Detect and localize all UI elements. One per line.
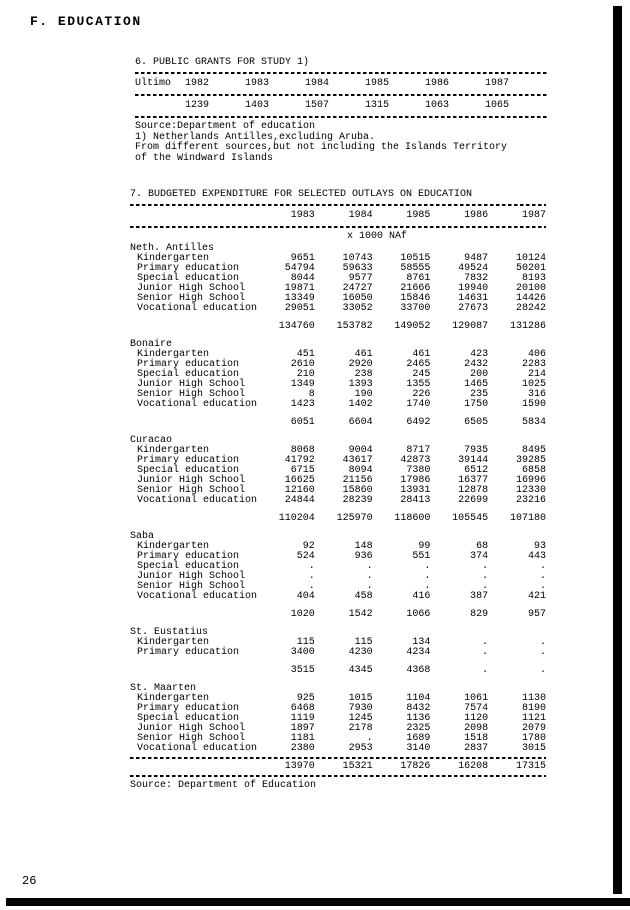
table-cell: 1393 — [348, 379, 373, 390]
page-number: 26 — [22, 874, 37, 888]
table-cell: 3015 — [521, 743, 546, 754]
table-row — [130, 762, 546, 772]
table-cell: 957 — [527, 609, 546, 620]
table-cell: 7832 — [464, 273, 489, 284]
table-cell: Junior High School — [137, 283, 246, 294]
table-cell: . — [482, 581, 489, 592]
table-cell: 4234 — [406, 647, 431, 658]
table-cell: 7930 — [348, 703, 373, 714]
table-cell: 1780 — [521, 733, 546, 744]
table-cell: 423 — [470, 349, 489, 360]
table-cell: Special education — [137, 713, 240, 724]
table-cell: 149052 — [394, 321, 431, 332]
table-cell: 226 — [412, 389, 431, 400]
table-cell: 461 — [412, 349, 431, 360]
table-cell: 8190 — [521, 703, 546, 714]
table-cell: 59633 — [342, 263, 373, 274]
table-cell: 129087 — [452, 321, 489, 332]
table-cell: Junior High School — [137, 723, 246, 734]
table6-value-cell: 1403 — [245, 100, 270, 111]
table-cell: 3515 — [290, 665, 315, 676]
table-cell: . — [482, 665, 489, 676]
table-row — [130, 666, 546, 676]
table-cell: 43617 — [342, 455, 373, 466]
dashed-rule — [130, 757, 546, 759]
table-cell: Kindergarten — [137, 541, 210, 552]
table-cell: . — [308, 571, 315, 582]
table-cell — [130, 514, 257, 524]
table-cell: 8717 — [406, 445, 431, 456]
table-cell: 118600 — [394, 513, 431, 524]
table-cell: Senior High School — [137, 581, 246, 592]
table-cell: Senior High School — [137, 293, 246, 304]
table-cell: 125970 — [336, 513, 373, 524]
dashed-rule — [130, 204, 546, 206]
table-row — [130, 304, 546, 314]
table-cell: Primary education — [137, 455, 240, 466]
table-cell: 1025 — [521, 379, 546, 390]
table-cell: Vocational education — [137, 591, 258, 602]
table-cell: 68 — [476, 541, 489, 552]
table-cell: 214 — [527, 369, 546, 380]
table-cell: 9004 — [348, 445, 373, 456]
table7-year-header-cell: 1984 — [348, 210, 373, 221]
table-cell: 54794 — [284, 263, 315, 274]
table-row — [130, 418, 546, 428]
table-cell: 1061 — [464, 693, 489, 704]
table7 — [130, 190, 546, 791]
table-cell: 19871 — [284, 283, 315, 294]
table-row — [130, 610, 546, 620]
table-cell: Neth. Antilles — [130, 243, 215, 254]
table-cell: 2837 — [464, 743, 489, 754]
table-cell: . — [424, 571, 431, 582]
table-cell: Special education — [137, 561, 240, 572]
table-cell: 1355 — [406, 379, 431, 390]
table-cell: 1104 — [406, 693, 431, 704]
table6-header-cell: 1985 — [365, 78, 390, 89]
table-cell: Special education — [137, 465, 240, 476]
table-cell: 8044 — [290, 273, 315, 284]
table-cell: 421 — [527, 591, 546, 602]
table-cell: 1897 — [290, 723, 315, 734]
table6-value-cell — [135, 101, 185, 111]
table-cell: 13970 — [284, 761, 315, 772]
table-cell: 238 — [354, 369, 373, 380]
table-cell: 15860 — [342, 485, 373, 496]
table-cell: 2325 — [406, 723, 431, 734]
table7-year-header-row — [130, 210, 546, 222]
table-cell: 10743 — [342, 253, 373, 264]
table6-value-cell: 1065 — [485, 100, 510, 111]
table-cell: 451 — [296, 349, 315, 360]
table-cell: 16377 — [458, 475, 489, 486]
table-cell: Junior High School — [137, 571, 246, 582]
table-cell — [130, 610, 257, 620]
table-cell: 461 — [354, 349, 373, 360]
table-cell: Saba — [130, 531, 155, 542]
table-cell: Special education — [137, 369, 240, 380]
table-cell: 7574 — [464, 703, 489, 714]
table-cell: 2953 — [348, 743, 373, 754]
table-cell: 406 — [527, 349, 546, 360]
table-cell: 24844 — [284, 495, 315, 506]
table7-year-header-cell: 1985 — [406, 210, 431, 221]
table-cell: . — [482, 647, 489, 658]
table6-header-cell: 1986 — [425, 78, 450, 89]
table-cell: 2283 — [521, 359, 546, 370]
table-cell: 42873 — [400, 455, 431, 466]
table-row — [130, 744, 546, 754]
table6-header-cell: Ultimo — [135, 78, 172, 89]
table-cell — [130, 666, 257, 676]
dashed-rule — [130, 226, 546, 228]
table-cell: 15321 — [342, 761, 373, 772]
table-cell: 1423 — [290, 399, 315, 410]
table-cell: 23216 — [515, 495, 546, 506]
table-cell: Junior High School — [137, 475, 246, 486]
table-cell: 9577 — [348, 273, 373, 284]
table-cell: . — [539, 561, 546, 572]
table-cell: Senior High School — [137, 389, 246, 400]
table-cell: . — [366, 561, 373, 572]
table-cell: 1349 — [290, 379, 315, 390]
table-cell: Primary education — [137, 359, 240, 370]
table-cell: 13931 — [400, 485, 431, 496]
table-cell: 58555 — [400, 263, 431, 274]
table-cell: . — [308, 581, 315, 592]
table6-value-cell: 1063 — [425, 100, 450, 111]
table-cell: 21156 — [342, 475, 373, 486]
table-cell: St. Maarten — [130, 683, 197, 694]
table7-header-spacer — [130, 211, 257, 221]
table-cell: 107180 — [509, 513, 546, 524]
table-cell: 925 — [296, 693, 315, 704]
table-cell: 4230 — [348, 647, 373, 658]
table7-source: Source: Department of Education — [130, 780, 317, 791]
table-cell: Kindergarten — [137, 349, 210, 360]
table-cell: 10515 — [400, 253, 431, 264]
table-cell: 829 — [470, 609, 489, 620]
table-row — [130, 496, 546, 506]
table-cell: 2920 — [348, 359, 373, 370]
table-cell: 50201 — [515, 263, 546, 274]
table-cell: 28239 — [342, 495, 373, 506]
table-cell: 190 — [354, 389, 373, 400]
table-cell: 49524 — [458, 263, 489, 274]
table-cell: 10124 — [515, 253, 546, 264]
table-cell: 9487 — [464, 253, 489, 264]
table-cell: 6512 — [464, 465, 489, 476]
table-cell: 105545 — [452, 513, 489, 524]
table-cell: . — [482, 637, 489, 648]
table-cell: 16625 — [284, 475, 315, 486]
table-cell: 9651 — [290, 253, 315, 264]
table-row — [130, 400, 546, 410]
table-cell: 17826 — [400, 761, 431, 772]
table-cell: 2465 — [406, 359, 431, 370]
table-cell: 15846 — [400, 293, 431, 304]
table-cell: Senior High School — [137, 485, 246, 496]
table-cell: 1518 — [464, 733, 489, 744]
table-cell: St. Eustatius — [130, 627, 209, 638]
table-cell: . — [539, 647, 546, 658]
table-cell: 2610 — [290, 359, 315, 370]
table7-body — [130, 244, 546, 777]
table-cell: 7935 — [464, 445, 489, 456]
table-cell: Special education — [137, 273, 240, 284]
binding-bar-right — [613, 6, 622, 894]
table-cell: 1066 — [406, 609, 431, 620]
table-row — [130, 514, 546, 524]
table-cell: 39285 — [515, 455, 546, 466]
table-cell: Kindergarten — [137, 445, 210, 456]
table-cell: 8495 — [521, 445, 546, 456]
table-cell: 8761 — [406, 273, 431, 284]
table-cell: 1136 — [406, 713, 431, 724]
table-cell: 4368 — [406, 665, 431, 676]
table-cell: 551 — [412, 551, 431, 562]
table-row — [130, 592, 546, 602]
table6-header-row — [135, 78, 547, 90]
table-cell: 2098 — [464, 723, 489, 734]
table-cell: 1542 — [348, 609, 373, 620]
table-cell: 29051 — [284, 303, 315, 314]
table-cell: 28413 — [400, 495, 431, 506]
table-cell: 443 — [527, 551, 546, 562]
table-cell: 33700 — [400, 303, 431, 314]
table-cell: 387 — [470, 591, 489, 602]
table-cell: 148 — [354, 541, 373, 552]
table-cell: 1465 — [464, 379, 489, 390]
table-cell: 16996 — [515, 475, 546, 486]
table-cell: 1020 — [290, 609, 315, 620]
table-cell: 6505 — [464, 417, 489, 428]
table-cell: 93 — [533, 541, 546, 552]
table7-title: 7. BUDGETED EXPENDITURE FOR SELECTED OUTLAYS ON EDUCATION — [130, 189, 473, 200]
table-cell: 374 — [470, 551, 489, 562]
table7-unit-label: x 1000 NAf — [346, 231, 407, 242]
table6-title: 6. PUBLIC GRANTS FOR STUDY 1) — [135, 57, 310, 68]
table-cell: . — [366, 733, 373, 744]
table-cell: 20100 — [515, 283, 546, 294]
table-cell: 8193 — [521, 273, 546, 284]
table6-value-cell: 1315 — [365, 100, 390, 111]
table-cell: 1015 — [348, 693, 373, 704]
table-cell: 2432 — [464, 359, 489, 370]
table-cell: 22699 — [458, 495, 489, 506]
table6-value-cell: 1507 — [305, 100, 330, 111]
table-cell: 99 — [418, 541, 431, 552]
table-cell: 1120 — [464, 713, 489, 724]
table-cell: 33052 — [342, 303, 373, 314]
table-cell: 1750 — [464, 399, 489, 410]
table-cell: 3400 — [290, 647, 315, 658]
table-cell: 1121 — [521, 713, 546, 724]
table-cell: 8 — [308, 389, 315, 400]
table-cell: 134 — [412, 637, 431, 648]
table-cell: 3140 — [406, 743, 431, 754]
table-cell: 28242 — [515, 303, 546, 314]
table-cell: 14426 — [515, 293, 546, 304]
table-cell: 14631 — [458, 293, 489, 304]
table-cell — [430, 628, 488, 638]
table-cell: 24727 — [342, 283, 373, 294]
table-cell: Bonaire — [130, 339, 173, 350]
table-cell — [130, 322, 257, 332]
table-cell: Kindergarten — [137, 693, 210, 704]
table-cell: 2178 — [348, 723, 373, 734]
table-cell: Primary education — [137, 551, 240, 562]
table-cell: 17315 — [515, 761, 546, 772]
table-cell: 19940 — [458, 283, 489, 294]
table-cell: 115 — [296, 637, 315, 648]
page-title: F. EDUCATION — [30, 14, 142, 29]
table-cell: . — [424, 581, 431, 592]
table-cell: Primary education — [137, 263, 240, 274]
table-cell: 1181 — [290, 733, 315, 744]
table-cell: . — [482, 571, 489, 582]
table7-year-header-cell: 1987 — [521, 210, 546, 221]
table-cell: 416 — [412, 591, 431, 602]
table-cell: Junior High School — [137, 379, 246, 390]
table-cell: 1590 — [521, 399, 546, 410]
table-cell: 200 — [470, 369, 489, 380]
table-cell: 12160 — [284, 485, 315, 496]
table-cell: Primary education — [137, 703, 240, 714]
table-cell: 41792 — [284, 455, 315, 466]
table-cell: 12878 — [458, 485, 489, 496]
table-cell: Kindergarten — [137, 253, 210, 264]
table7-year-header-cell: 1983 — [290, 210, 315, 221]
table-cell: 6858 — [521, 465, 546, 476]
table-cell: 92 — [302, 541, 315, 552]
table-cell: 21666 — [400, 283, 431, 294]
dashed-rule — [135, 116, 547, 118]
table-cell: . — [424, 561, 431, 572]
table-cell: . — [539, 571, 546, 582]
table-cell: Vocational education — [137, 399, 258, 410]
table-row — [130, 322, 546, 332]
table-cell: . — [308, 561, 315, 572]
table-cell: 12330 — [515, 485, 546, 496]
table-cell: 6051 — [290, 417, 315, 428]
table-cell: . — [539, 581, 546, 592]
table6-header-cell: 1987 — [485, 78, 510, 89]
table6-header-cell: 1984 — [305, 78, 330, 89]
table-cell: 115 — [354, 637, 373, 648]
table-cell: 936 — [354, 551, 373, 562]
table-cell: . — [539, 637, 546, 648]
dashed-rule — [135, 72, 547, 74]
dashed-rule — [135, 94, 547, 96]
table6-header-cell: 1983 — [245, 78, 270, 89]
table-cell — [488, 628, 546, 638]
table-cell: Vocational education — [137, 743, 258, 754]
table-cell: 110204 — [278, 513, 315, 524]
table-cell: 8094 — [348, 465, 373, 476]
table-cell: 210 — [296, 369, 315, 380]
table-cell: 153782 — [336, 321, 373, 332]
table-cell: 2079 — [521, 723, 546, 734]
table-cell: 6492 — [406, 417, 431, 428]
table-cell: . — [539, 665, 546, 676]
table6-header-cell: 1982 — [185, 78, 210, 89]
table-cell: 17986 — [400, 475, 431, 486]
table-cell: 1130 — [521, 693, 546, 704]
table-cell: 8068 — [290, 445, 315, 456]
table6-note-line: Source:Department of education — [135, 121, 316, 132]
table-cell: . — [482, 561, 489, 572]
table-cell: 245 — [412, 369, 431, 380]
table-cell: . — [366, 571, 373, 582]
table-cell: Vocational education — [137, 495, 258, 506]
table6 — [135, 58, 547, 164]
table-cell: 1402 — [348, 399, 373, 410]
table-cell: 1119 — [290, 713, 315, 724]
table-cell: 39144 — [458, 455, 489, 466]
binding-bar-bottom — [6, 898, 630, 906]
table-cell: Senior High School — [137, 733, 246, 744]
table-cell: 131286 — [509, 321, 546, 332]
dashed-rule — [130, 775, 546, 777]
table-cell: Primary education — [137, 647, 240, 658]
table6-value-row — [135, 100, 547, 112]
table-cell: 16050 — [342, 293, 373, 304]
table6-note-line: 1) Netherlands Antilles,excluding Aruba. — [135, 131, 376, 143]
table-cell: 5834 — [521, 417, 546, 428]
table7-year-header-cell: 1986 — [464, 210, 489, 221]
table-cell: 27673 — [458, 303, 489, 314]
table-cell: 16208 — [458, 761, 489, 772]
table-cell: . — [366, 581, 373, 592]
table-cell: 6468 — [290, 703, 315, 714]
table-cell: 2380 — [290, 743, 315, 754]
table-cell: Vocational education — [137, 303, 258, 314]
table-cell: 7380 — [406, 465, 431, 476]
table-cell: 458 — [354, 591, 373, 602]
table6-value-cell: 1239 — [185, 100, 210, 111]
table-cell: 1740 — [406, 399, 431, 410]
table-cell: 1245 — [348, 713, 373, 724]
table-cell — [130, 418, 257, 428]
table-cell: 316 — [527, 389, 546, 400]
table-cell: Curacao — [130, 435, 173, 446]
table-cell: Kindergarten — [137, 637, 210, 648]
table6-notes — [135, 122, 547, 164]
table-cell: 134760 — [278, 321, 315, 332]
table-cell: 4345 — [348, 665, 373, 676]
table-cell: 6604 — [348, 417, 373, 428]
table-cell — [130, 762, 257, 772]
table-cell: 13349 — [284, 293, 315, 304]
table-cell: 235 — [470, 389, 489, 400]
table-cell: 404 — [296, 591, 315, 602]
table-cell: 524 — [296, 551, 315, 562]
table6-note-line: of the Windward Islands — [135, 152, 274, 164]
table-cell: 8432 — [406, 703, 431, 714]
table-cell: 6715 — [290, 465, 315, 476]
table6-note-line: From different sources,but not including the Islands Territory — [135, 142, 508, 153]
table-cell: 1689 — [406, 733, 431, 744]
table-row — [130, 648, 546, 658]
